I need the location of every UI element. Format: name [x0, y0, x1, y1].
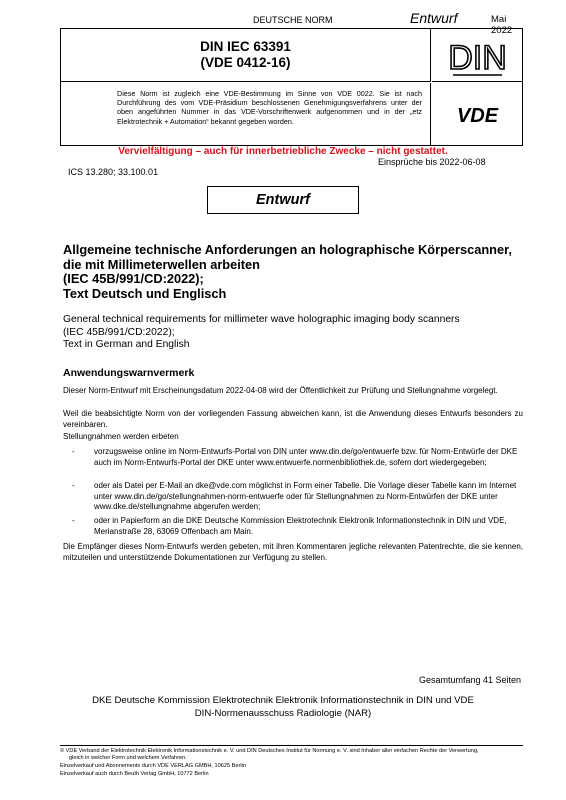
note-paragraph: Stellungnahmen werden erbeten — [63, 432, 179, 441]
vde-statement: Diese Norm ist zugleich eine VDE-Bestimmung im Sinne von VDE 0022. Sie ist nach Durchführung des vom VDE-Präsidium beschlossenen Genehmigungsverfahrens unter der oben angeführten Nummer in das VDE-Vorschriftenwerk aufgenommen und in der „etz Elektrotechnik + Automation“ bekannt gegeben worden. — [61, 83, 431, 146]
title-english — [63, 314, 523, 352]
standard-number: DIN IEC 63391 — [200, 39, 291, 54]
title-english-line: Text in German and English — [63, 339, 190, 350]
list-dash: - — [72, 516, 75, 525]
list-item-text: vorzugsweise online im Norm-Entwurfs-Portal von DIN unter www.din.de/go/entwuerfe bzw. für Norm-Entwürfe der DKE auch im Norm-Entwurfs-Portal der DKE unter www.entwuerfe.normenbibliothek.de, sofern dort wiedergegeben; — [94, 447, 518, 467]
objection-deadline: Einsprüche bis 2022-06-08 — [378, 157, 486, 167]
norm-type-label: DEUTSCHE NORM — [253, 15, 333, 25]
committee-line: DKE Deutsche Kommission Elektrotechnik Elektronik Informationstechnik in DIN und VDE — [92, 695, 474, 706]
copyright-line: gleich in welcher Form und welchem Verfahren. — [69, 755, 187, 761]
list-item-text: oder in Papierform an die DKE Deutsche Kommission Elektrotechnik Elektronik Informationstechnik in DIN und VDE, Merianstraße 28, 63069 Offenbach am Main. — [94, 516, 507, 536]
title-german — [63, 243, 523, 301]
list-dash: - — [72, 447, 75, 456]
committee-line: DIN-Normenausschuss Radiologie (NAR) — [194, 708, 372, 719]
title-english-line: General technical requirements for millimeter wave holographic imaging body scanners — [63, 314, 460, 325]
title-german-line: Allgemeine technische Anforderungen an holographische Körperscanner, — [63, 242, 512, 257]
title-german-line: die mit Millimeterwellen arbeiten — [63, 256, 260, 272]
ics-codes: ICS 13.280; 33.100.01 — [68, 167, 159, 177]
standard-title-cell — [61, 29, 431, 82]
sales-line: Einzelverkauf und Abonnements durch VDE VERLAG GMBH, 10625 Berlin — [60, 763, 246, 769]
vde-logo-text: VDE — [456, 105, 499, 127]
title-german-line: (IEC 45B/991/CD:2022); — [63, 271, 204, 286]
draft-label: Entwurf — [410, 10, 458, 26]
din-logo-text: DIN — [448, 39, 507, 77]
top-bar — [60, 8, 526, 36]
copyright-line: © VDE Verband der Elektrotechnik Elektronik Informationstechnik e. V. und DIN Deutsches Institut für Normung e. V. sind Inhaber aller einfachen Rechte der Verwertung, — [60, 748, 479, 754]
footer-divider — [60, 745, 523, 746]
draft-box: Entwurf — [207, 186, 359, 214]
copy-warning: Vervielfältigung – auch für innerbetriebliche Zwecke – nicht gestattet. — [118, 146, 448, 157]
title-english-line: (IEC 45B/991/CD:2022); — [63, 326, 175, 338]
application-note-heading: Anwendungswarnvermerk — [63, 367, 195, 379]
note-paragraph: Weil die beabsichtigte Norm von der vorliegenden Fassung abweichen kann, ist die Anwendung dieses Entwurfs besonders zu vereinbaren. — [63, 409, 523, 429]
list-item-text: oder als Datei per E-Mail an dke@vde.com möglichst in Form einer Tabelle. Die Vorlage dieser Tabelle kann im Internet unter www.din.de/go/stellungnahmen-norm-entwuerfe oder für Stellungnahmen zu Norm-Entwürfen der DKE unter www.dke.de/stellungnahme abgerufen werden; — [94, 481, 517, 511]
publication-date: Mai 2022 — [491, 14, 513, 36]
sales-line: Einzelverkauf auch durch Beuth Verlag GmbH, 10772 Berlin — [60, 771, 209, 777]
title-german-line: Text Deutsch und Englisch — [63, 285, 227, 301]
vde-number: (VDE 0412-16) — [200, 55, 291, 70]
note-paragraph: Die Empfänger dieses Norm-Entwurfs werden gebeten, mit ihren Kommentaren jegliche relevanten Patentrechte, die sie kennen, mitzuteilen und unterstützende Dokumentationen zur Verfügung zu stellen. — [63, 542, 523, 562]
note-paragraph: Dieser Norm-Entwurf mit Erscheinungsdatum 2022-04-08 wird der Öffentlichkeit zur Prüfung und Stellungnahme vorgelegt. — [63, 386, 498, 395]
list-dash: - — [72, 481, 75, 490]
header-box — [60, 28, 523, 146]
din-logo — [432, 29, 523, 82]
total-pages: Gesamtumfang 41 Seiten — [418, 675, 521, 685]
vde-logo — [432, 83, 523, 146]
